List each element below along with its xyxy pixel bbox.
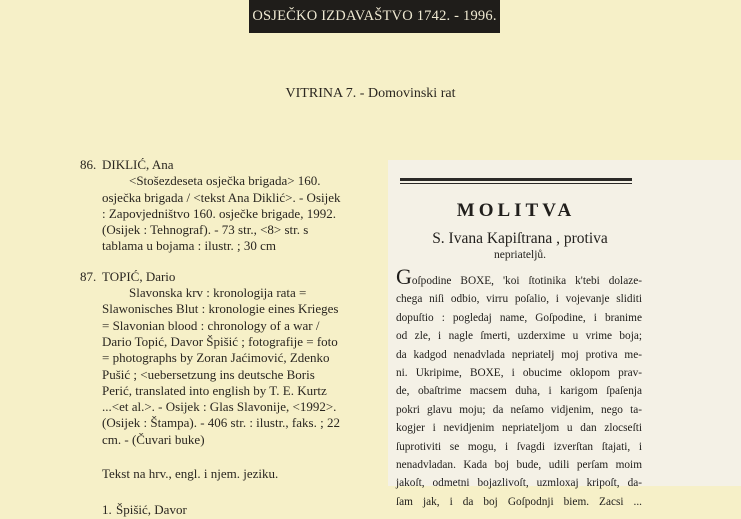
entry-line: : Zapovjedništvo 160. osječke brigade, 1992. [102,205,336,221]
header-banner [249,0,500,33]
entry-line: tablama u bojama : ilustr. ; 30 cm [102,238,277,254]
entry-author: Špišić, Davor [116,502,187,518]
catalog-entry [80,502,355,518]
page-heading: VITRINA 7. - Domovinski rat [285,86,456,101]
entry-line: = photographs by Zoran Jaćimović, Zdenko [102,350,330,366]
scan-line: ſam jak, i da boj Goſpodnji biem. Zacsi ... [396,495,642,508]
entry-line: cm. - (Čuvari buke) [102,431,205,447]
entry-line: osječka brigada / <tekst Ana Diklić>. - Osijek [102,189,341,205]
entry-line: Slavonska krv : kronologija rata = [129,285,307,301]
double-rule [400,178,632,181]
entry-number: 1. [102,502,112,518]
scan-line: chega niſi odbio, virru poſalio, i vojevanje sliditi [396,293,642,306]
scan-title: MOLITVA [456,200,576,221]
entry-line: (Osijek : Štampa). - 406 str. : ilustr., faks. ; 22 [102,415,340,431]
scan-prayer-text [396,264,642,511]
scan-line: ſuprotiviti se mogu, i ſvagdi izverſtan ſtajati, i [396,440,642,453]
scan-line: kogjer i nevidjenim nepriateljom u dan zlocseſti [396,422,642,435]
entry-description [102,285,355,448]
catalog-entry [80,157,355,255]
scan-line: dopuſtio : pogledaj name, Goſpodine, i branime [396,311,642,324]
entry-line: Pušić ; <uebersetzung ins deutsche Boris [102,366,315,382]
entry-line: ...<et al.>. - Osijek : Glas Slavonije, <1992>. [102,399,337,415]
entry-line: Dario Topić, Davor Špišić ; fotografije = foto [102,333,338,349]
scan-line: da kadgod nenadvlada nepriatelj moj protiva me- [396,348,642,361]
entry-line: Slawonisches Blut : kronologie eines Krieges [102,301,339,317]
entry-author: TOPIĆ, Dario [102,268,176,284]
scan-subtitle-2: nepriateljů. [493,249,547,261]
scan-line: ni. Ukripime, BOXE, i obucime oklopom prav- [396,367,642,380]
double-rule-thin [400,183,632,184]
entry-author: DIKLIĆ, Ana [102,157,174,172]
scanned-book-page [388,160,741,508]
entry-line: Perić, translated into english by T. E. Kurtz [102,382,327,398]
entry-number: 86. [80,157,97,172]
scan-line: jakoſt, odmetni bojazlivoſt, uzmloxaj kripoſt, da- [396,477,642,490]
scan-line: od zle, i nagle ſmerti, uzderxime u vrime boja; [396,330,642,343]
entry-line: <Stošezdeseta osječka brigada> 160. [129,173,321,189]
entry-note: Tekst na hrv., engl. i njem. jeziku. [102,466,279,482]
banner-title: OSJEČKO IZDAVAŠTVO 1742. - 1996. [252,8,497,24]
catalog-entries [80,157,355,519]
scan-line: nenadvladan. Kada boj bude, udili perſam moim [396,459,642,472]
scan-subtitle: S. Ivana Kapiſtrana , protiva [432,230,608,247]
scan-line: de, obaſtrime macsem duha, i karigom ſpaſenja [396,385,642,398]
entry-line: = Slavonian blood : chronology of a war / [102,317,320,333]
entry-line: (Osijek : Tehnograf). - 73 str., <8> str. s [102,222,309,238]
catalog-entry [80,269,355,483]
scan-line: pokri glavu moju; da neſamo vidjenim, nego ta- [396,403,642,416]
scan-line: Goſpodine BOXE, 'koi ſtotinika k'tebi dolaze- [396,264,642,289]
entry-number: 87. [80,268,97,284]
scan-dropcap: G [396,264,412,289]
entry-description [102,173,355,254]
